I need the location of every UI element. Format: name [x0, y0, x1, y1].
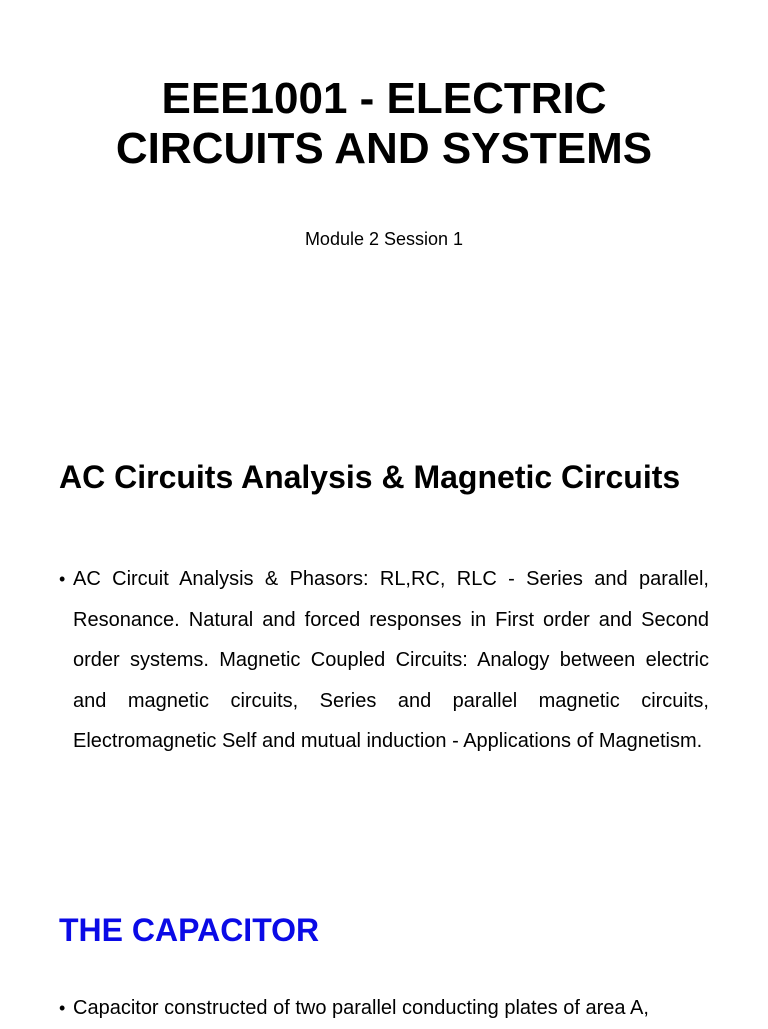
bullet-text: AC Circuit Analysis & Phasors: RL,RC, RLC - Series and parallel, Resonance. Natural and forced responses in First order and Second order systems. Magnetic Coupled Circuits: Analogy between electric and magnetic circuits, Series and parallel magnetic circuits, Electromagnetic Self and mutual induction - Applications of Magnetism. — [73, 568, 709, 752]
bullet-item — [59, 988, 709, 1029]
section-heading-capacitor: THE CAPACITOR — [59, 912, 320, 948]
bullet-item — [59, 559, 709, 762]
slide-subtitle: Module 2 Session 1 — [304, 229, 464, 249]
bullet-text: Capacitor constructed of two parallel conducting plates of area A, — [73, 997, 649, 1019]
section-heading-ac-circuits: AC Circuits Analysis & Magnetic Circuits — [59, 459, 681, 495]
slide-title: EEE1001 - ELECTRIC CIRCUITS AND SYSTEMS — [115, 74, 653, 173]
bullet-list-capacitor — [59, 988, 709, 1029]
bullet-list-ac-circuits — [59, 559, 709, 762]
bullet-icon: • — [59, 569, 66, 589]
bullet-icon: • — [59, 998, 66, 1018]
